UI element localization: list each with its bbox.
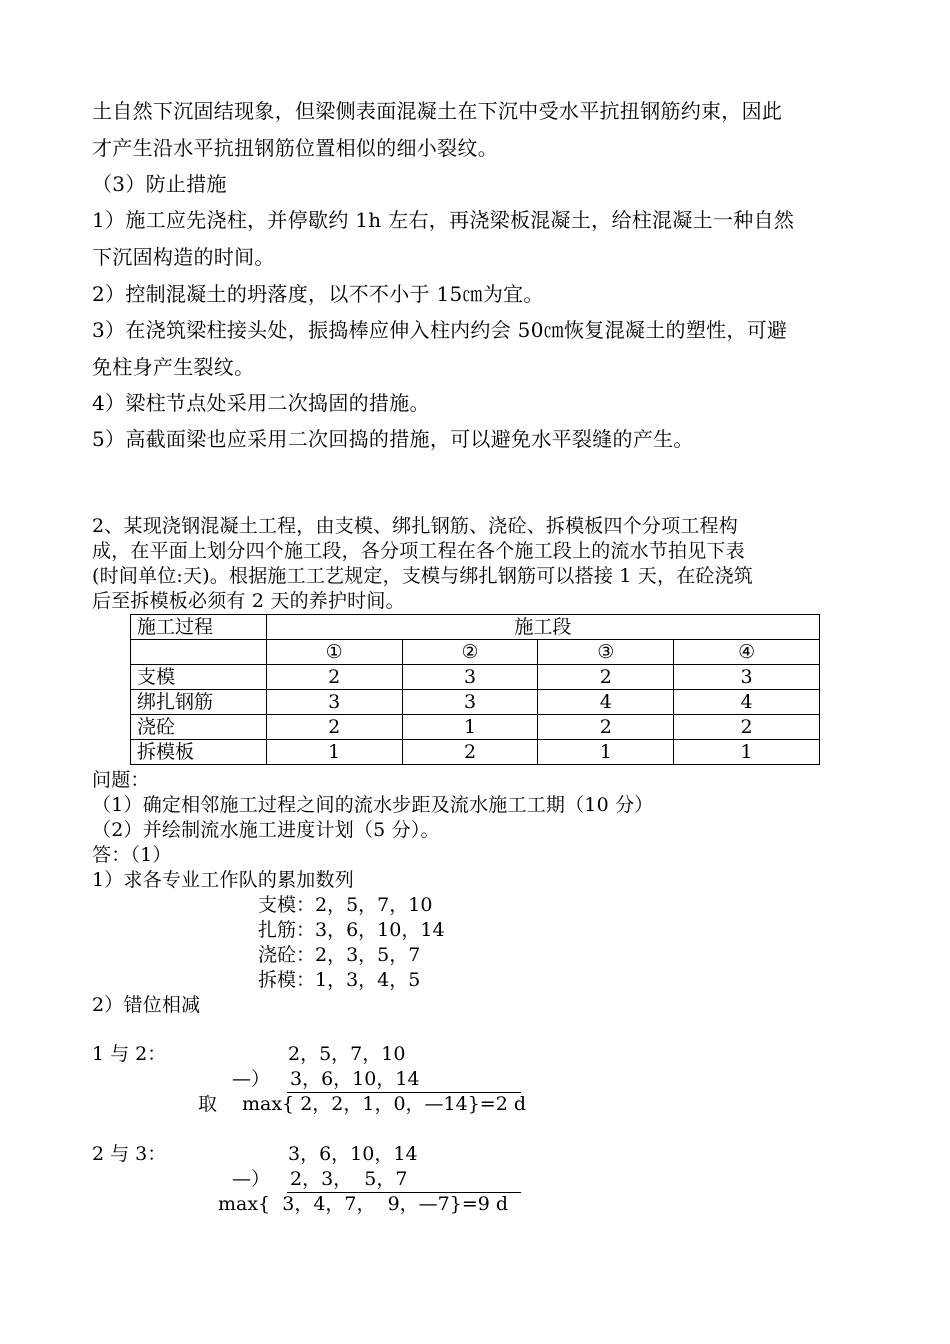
calc-minus: —） <box>232 1068 271 1090</box>
calc-bottom: 3，6，10，14 <box>290 1068 420 1090</box>
section-number: ② <box>402 640 538 665</box>
problem-item: （2）并绘制流水施工进度计划（5 分）。 <box>92 819 440 841</box>
process-name: 拆模板 <box>131 740 267 765</box>
calc-bottom: 2，3， 5，7 <box>290 1168 408 1190</box>
table-cell: 1 <box>402 715 538 740</box>
calc-result: max{ 3，4，7， 9，—7}=9 d <box>218 1193 509 1215</box>
text-line: 土自然下沉固结现象，但梁侧表面混凝土在下沉中受水平抗扭钢筋约束，因此 <box>92 99 783 123</box>
problem-item: （1）确定相邻施工过程之间的流水步距及流水施工工期（10 分） <box>92 794 654 816</box>
text-line: 免柱身产生裂纹。 <box>92 355 255 379</box>
sequence-line: 拆模：1，3，4，5 <box>258 969 421 991</box>
table-cell: 2 <box>538 715 674 740</box>
section-number: ③ <box>538 640 674 665</box>
sequence-line: 扎筋：3，6，10，14 <box>258 919 445 941</box>
section-heading: （3）防止措施 <box>92 172 227 196</box>
process-name: 浇砼 <box>131 715 267 740</box>
table-cell: 2 <box>538 665 674 690</box>
calc-minus: —） <box>232 1168 271 1190</box>
calc-top: 2，5，7，10 <box>288 1043 406 1065</box>
table-cell: 2 <box>266 715 402 740</box>
table-row <box>131 740 820 765</box>
table-cell: 3 <box>674 665 820 690</box>
process-name: 绑扎钢筋 <box>131 690 267 715</box>
table-cell: 4 <box>538 690 674 715</box>
table-row <box>131 665 820 690</box>
problems-label: 问题： <box>92 769 150 791</box>
table-cell: 1 <box>266 740 402 765</box>
answer-label: 答：（1） <box>92 844 172 866</box>
text-line: 4）梁柱节点处采用二次捣固的措施。 <box>92 391 430 415</box>
table-cell: 3 <box>402 665 538 690</box>
calc-label: 1 与 2： <box>92 1043 167 1065</box>
section-number: ④ <box>674 640 820 665</box>
text-line: 3）在浇筑梁柱接头处，振捣棒应伸入柱内约会 50㎝恢复混凝土的塑性，可避 <box>92 318 788 342</box>
question-line: 成，在平面上划分四个施工段，各分项工程在各个施工段上的流水节拍见下表 <box>92 540 745 562</box>
table-cell: 4 <box>674 690 820 715</box>
text-line: 2）控制混凝土的坍落度，以不不小于 15㎝为宜。 <box>92 282 544 306</box>
answer-step: 1）求各专业工作队的累加数列 <box>92 869 354 891</box>
table-row <box>131 690 820 715</box>
question-line: 2、某现浇钢混凝土工程，由支模、绑扎钢筋、浇砼、拆模板四个分项工程构 <box>92 515 738 537</box>
calc-take: 取 <box>198 1093 218 1115</box>
calc-label: 2 与 3： <box>92 1143 167 1165</box>
section-number: ① <box>266 640 402 665</box>
sequence-line: 浇砼：2，3，5，7 <box>258 944 421 966</box>
sequence-line: 支模：2，5，7，10 <box>258 894 433 916</box>
question-line: 后至拆模板必须有 2 天的养护时间。 <box>92 590 405 612</box>
text-line: 才产生沿水平抗扭钢筋位置相似的细小裂纹。 <box>92 136 498 160</box>
table-header-process: 施工过程 <box>131 615 267 640</box>
table-cell <box>131 640 267 665</box>
table-cell: 2 <box>266 665 402 690</box>
text-line: 下沉固构造的时间。 <box>92 245 275 269</box>
flow-beat-table <box>130 614 820 765</box>
calc-result: max{ 2，2，1，0，—14}=2 d <box>242 1093 527 1115</box>
table-cell: 1 <box>538 740 674 765</box>
text-line: 1）施工应先浇柱，并停歇约 1h 左右，再浇梁板混凝土，给柱混凝土一种自然 <box>92 208 795 232</box>
answer-step: 2）错位相减 <box>92 994 201 1016</box>
table-row <box>131 715 820 740</box>
text-line: 5）高截面梁也应采用二次回捣的措施，可以避免水平裂缝的产生。 <box>92 427 694 451</box>
table-cell: 3 <box>402 690 538 715</box>
process-name: 支模 <box>131 665 267 690</box>
calc-top: 3，6，10，14 <box>288 1143 418 1165</box>
table-header-section: 施工段 <box>266 615 819 640</box>
table-cell: 1 <box>674 740 820 765</box>
table-cell: 2 <box>402 740 538 765</box>
question-line: (时间单位:天)。根据施工工艺规定，支模与绑扎钢筋可以搭接 1 天，在砼浇筑 <box>92 565 753 587</box>
table-cell: 3 <box>266 690 402 715</box>
table-cell: 2 <box>674 715 820 740</box>
